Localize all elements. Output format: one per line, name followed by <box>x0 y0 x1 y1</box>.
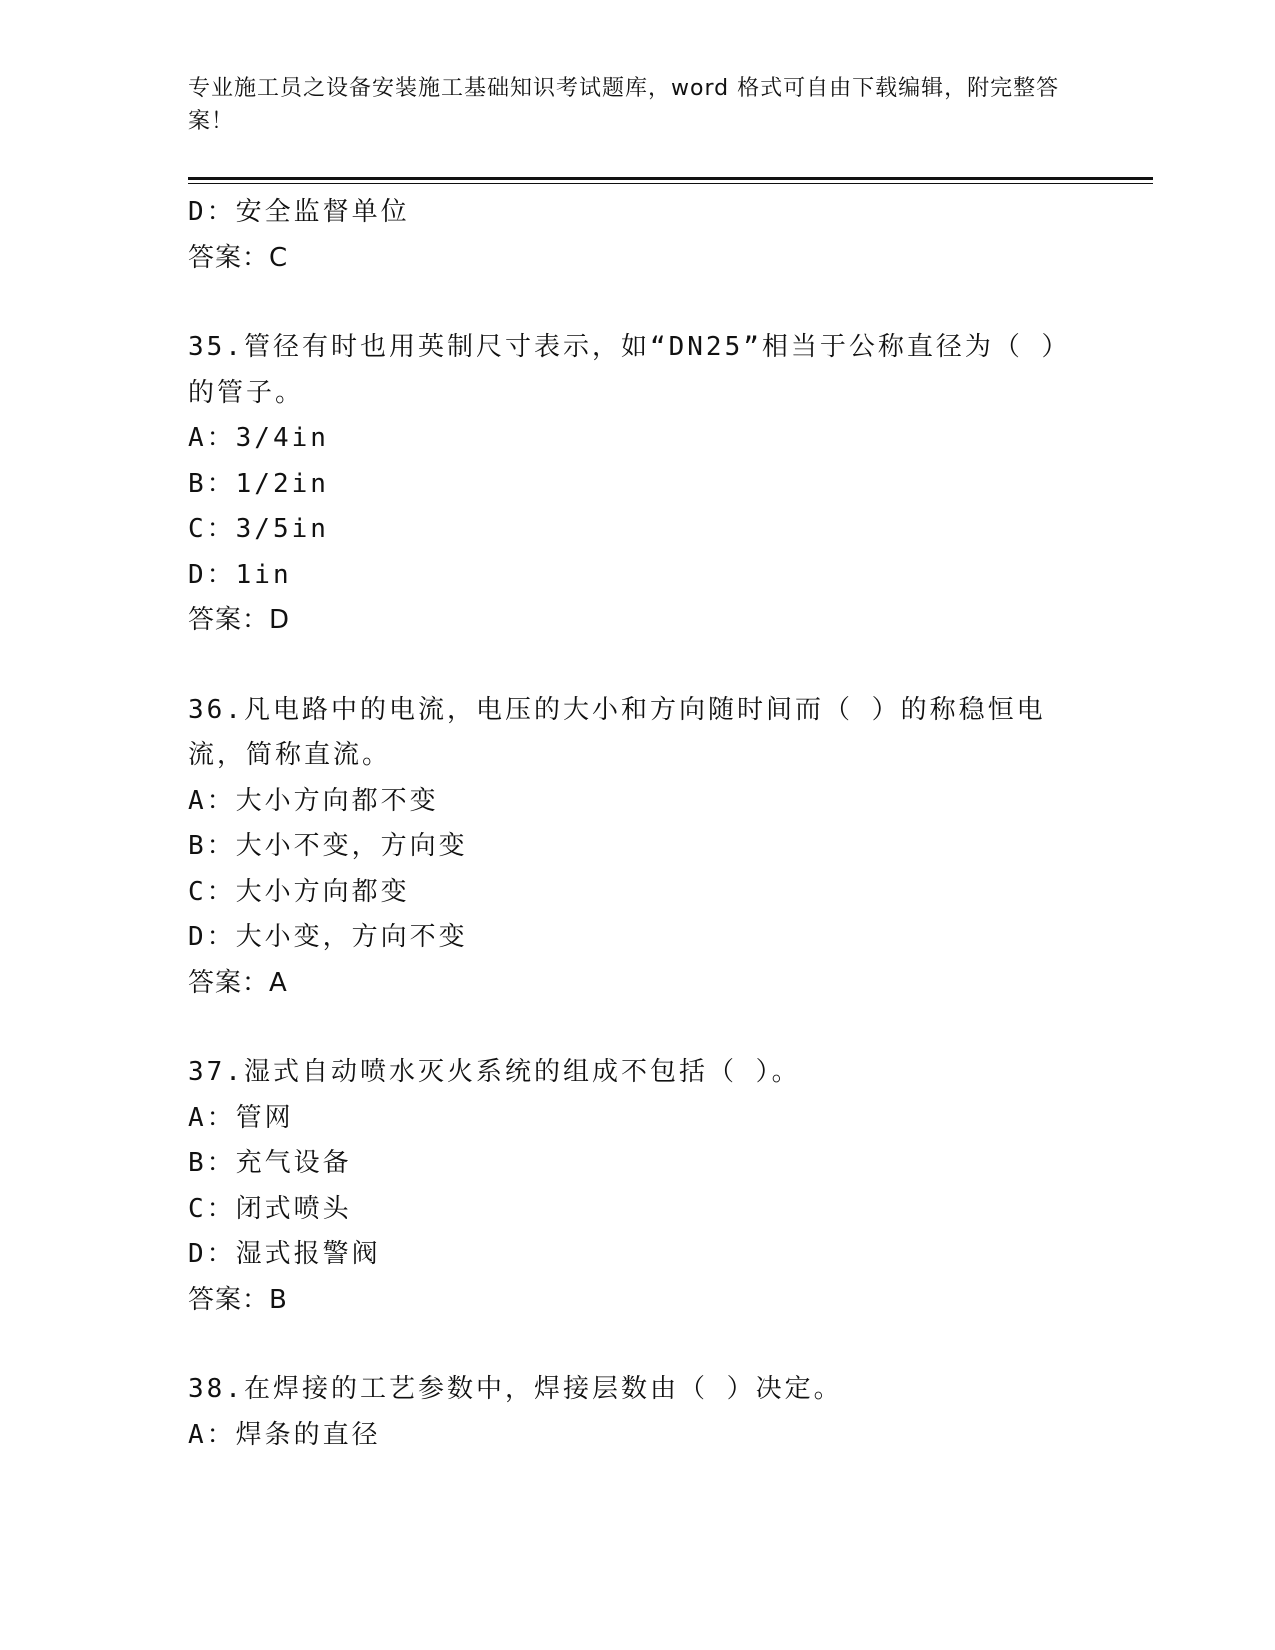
header-divider-thin <box>188 183 1153 184</box>
q35-option-b: B：1/2in <box>188 468 329 499</box>
q37-option-d: D：湿式报警阀 <box>188 1239 381 1269</box>
q36-answer: 答案：A <box>188 967 288 998</box>
q37-option-b: B：充气设备 <box>188 1148 352 1178</box>
question-37 <box>188 1050 1068 1323</box>
question-36 <box>188 688 1068 1007</box>
q37-answer: 答案：B <box>188 1284 288 1315</box>
q36-option-a: A：大小方向都不变 <box>188 785 439 816</box>
q35-answer: 答案：D <box>188 605 291 635</box>
q36-option-c: C：大小方向都变 <box>188 876 410 907</box>
q35-option-c: C：3/5in <box>188 514 329 544</box>
q38-stem: 38.在焊接的工艺参数中，焊接层数由（ ）决定。 <box>188 1374 843 1404</box>
q34-option-d: D：安全监督单位 <box>188 197 410 227</box>
q35-option-a: A：3/4in <box>188 423 329 453</box>
q37-stem: 37.湿式自动喷水灭火系统的组成不包括（ ）。 <box>188 1057 801 1087</box>
q37-option-a: A：管网 <box>188 1102 294 1133</box>
question-list <box>188 190 1068 1458</box>
q35-stem: 35.管径有时也用英制尺寸表示，如“DN25”相当于公称直径为（ ）的管子。 <box>188 332 1058 408</box>
document-header: 专业施工员之设备安装施工基础知识考试题库，word 格式可自由下载编辑，附完整答案！ <box>188 76 1060 134</box>
q38-option-a: A：焊条的直径 <box>188 1419 381 1450</box>
question-38 <box>188 1367 1068 1458</box>
q36-stem: 36.凡电路中的电流，电压的大小和方向随时间而（ ）的称稳恒电流，简称直流。 <box>188 694 1046 770</box>
q36-option-b: B：大小不变，方向变 <box>188 831 468 861</box>
header-divider-thick <box>188 177 1153 180</box>
question-35 <box>188 325 1068 644</box>
q35-option-d: D：1in <box>188 559 292 590</box>
q37-option-c: C：闭式喷头 <box>188 1193 352 1224</box>
q34-answer: 答案：C <box>188 242 289 273</box>
q36-option-d: D：大小变，方向不变 <box>188 922 468 952</box>
